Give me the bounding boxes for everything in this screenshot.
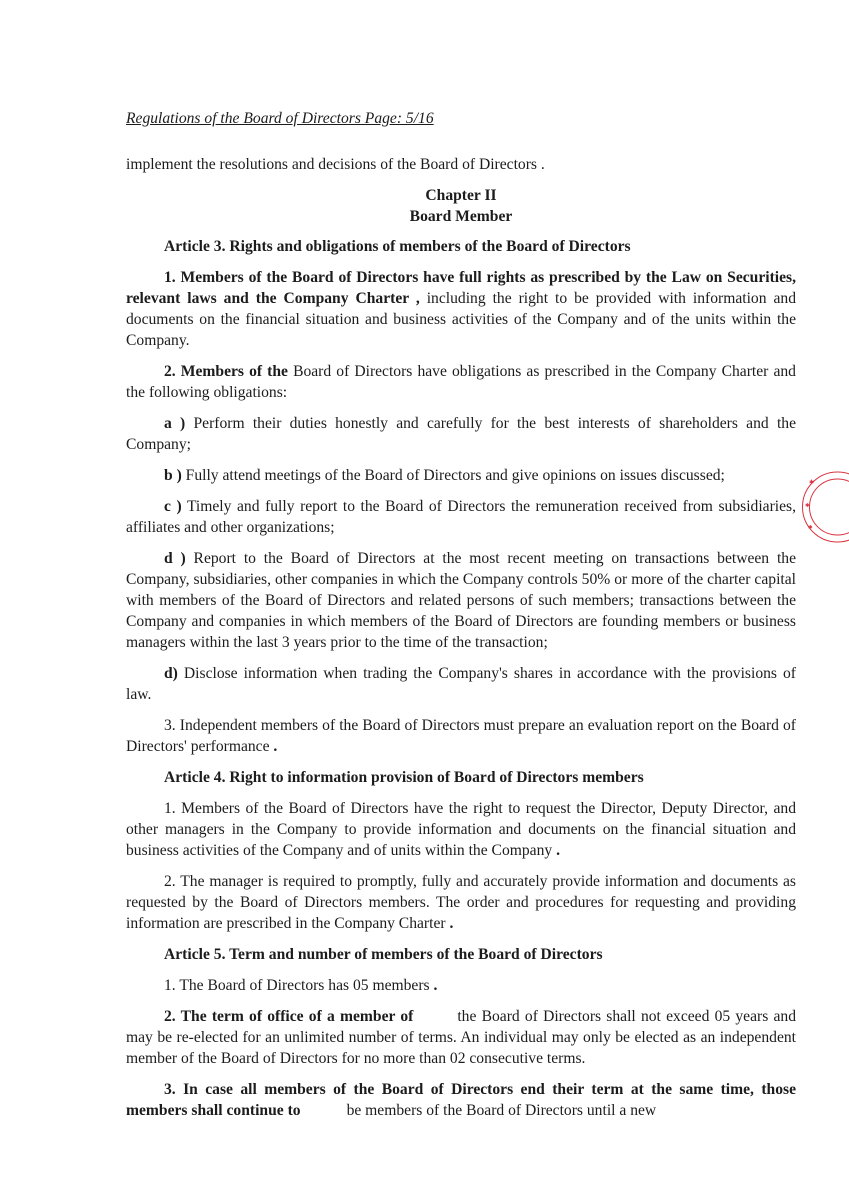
clause-text: The Board of Directors has 05 members	[175, 977, 430, 994]
svg-text:✱: ✱	[809, 480, 815, 486]
item-text: Perform their duties honestly and carefully for the best interests of shareholders and the Company;	[126, 415, 796, 453]
article-5-clause-1	[126, 975, 796, 996]
clause-end: .	[269, 738, 278, 755]
article-3-clause-1	[126, 267, 796, 351]
item-label: d )	[164, 550, 186, 567]
clause-label: 3.	[164, 717, 176, 734]
clause-bold-text: 1. Members of the Board of Directors have full rights as prescribed by the Law on Securities, relevant laws and the Company Charter ,	[126, 269, 796, 307]
item-label: c )	[164, 498, 182, 515]
article-4-clause-2	[126, 871, 796, 934]
clause-label: 2.	[164, 873, 176, 890]
chapter-subtitle: Board Member	[409, 208, 513, 225]
clause-text: including the right to be provided with information and documents on the financial situation and business activities of the Company and of the units within the Company.	[126, 290, 796, 349]
clause-text: The manager is required to promptly, fully and accurately provide information and documents as requested by the Board of Directors members. The order and procedures for requesting and providing information are prescribed in the Company Charter	[126, 873, 796, 932]
article-3-clause-2	[126, 361, 796, 403]
item-text: Disclose information when trading the Company's shares in accordance with the provisions of law.	[126, 665, 796, 703]
clause-text: Members of the Board of Directors have the right to request the Director, Deputy Director, and other managers in the Company to provide information and documents on the financial situation and business activities of the Company and of units within the Company	[126, 800, 796, 859]
clause-label: 1.	[164, 977, 176, 994]
clause-text: Board of Directors have obligations as prescribed in the Company Charter and the following obligations:	[126, 363, 796, 401]
article-4-clause-1	[126, 798, 796, 861]
chapter-title: Chapter II	[425, 187, 497, 204]
item-label: b )	[164, 467, 182, 484]
article-3-item-d-report	[126, 548, 796, 653]
intro-paragraph: implement the resolutions and decisions of the Board of Directors .	[126, 156, 545, 173]
item-text: Fully attend meetings of the Board of Directors and give opinions on issues discussed;	[181, 467, 725, 484]
clause-text: be members of the Board of Directors until a new	[346, 1102, 657, 1119]
article-3-item-c	[126, 496, 796, 538]
article-5-clause-3	[126, 1079, 796, 1121]
clause-bold-text: 3. In case all members of the Board of Directors end their term at the same time, those members shall continue to	[126, 1081, 796, 1119]
clause-end: .	[429, 977, 438, 994]
clause-text: Independent members of the Board of Directors must prepare an evaluation report on the Board of Directors' performance	[126, 717, 796, 755]
article-3-clause-3	[126, 715, 796, 757]
clause-end: .	[445, 915, 454, 932]
clause-label: 1.	[164, 800, 176, 817]
article-3-item-a	[126, 413, 796, 455]
svg-text:✱: ✱	[805, 503, 810, 509]
item-label: d)	[164, 665, 178, 682]
article-5-heading: Article 5. Term and number of members of the Board of Directors	[164, 946, 603, 963]
svg-text:✱: ✱	[808, 525, 813, 531]
article-4-heading: Article 4. Right to information provision of Board of Directors members	[164, 769, 644, 786]
article-5-clause-2	[126, 1006, 796, 1069]
article-3-heading: Article 3. Rights and obligations of members of the Board of Directors	[164, 238, 631, 255]
clause-text: the Board of Directors shall not exceed 05 years and may be re-elected for an unlimited number of terms. An individual may only be elected as an independent member of the Board of Directors for no more than 02 consecutive terms.	[126, 1008, 796, 1067]
item-label: a )	[164, 415, 186, 432]
clause-bold-text: 2. The term of office of a member of	[164, 1008, 414, 1025]
clause-bold-text: 2. Members of the	[164, 363, 288, 380]
clause-end: .	[552, 842, 560, 859]
document-page	[126, 108, 796, 1131]
article-3-item-d-disclose	[126, 663, 796, 705]
running-header: Regulations of the Board of Directors Page: 5/16	[126, 110, 434, 127]
item-text: Timely and fully report to the Board of Directors the remuneration received from subsidiaries, affiliates and other organizations;	[126, 498, 796, 536]
chapter-heading	[126, 185, 796, 227]
item-text: Report to the Board of Directors at the most recent meeting on transactions between the Company, subsidiaries, other companies in which the Company controls 50% or more of the charter capital with members of the Board of Directors and related persons of such members; transactions between the Company and companies in which members of the Board of Directors are founding members or business managers within the last 3 years prior to the time of the transaction;	[126, 550, 796, 651]
article-3-item-b	[126, 465, 796, 486]
company-seal-icon	[800, 412, 849, 592]
